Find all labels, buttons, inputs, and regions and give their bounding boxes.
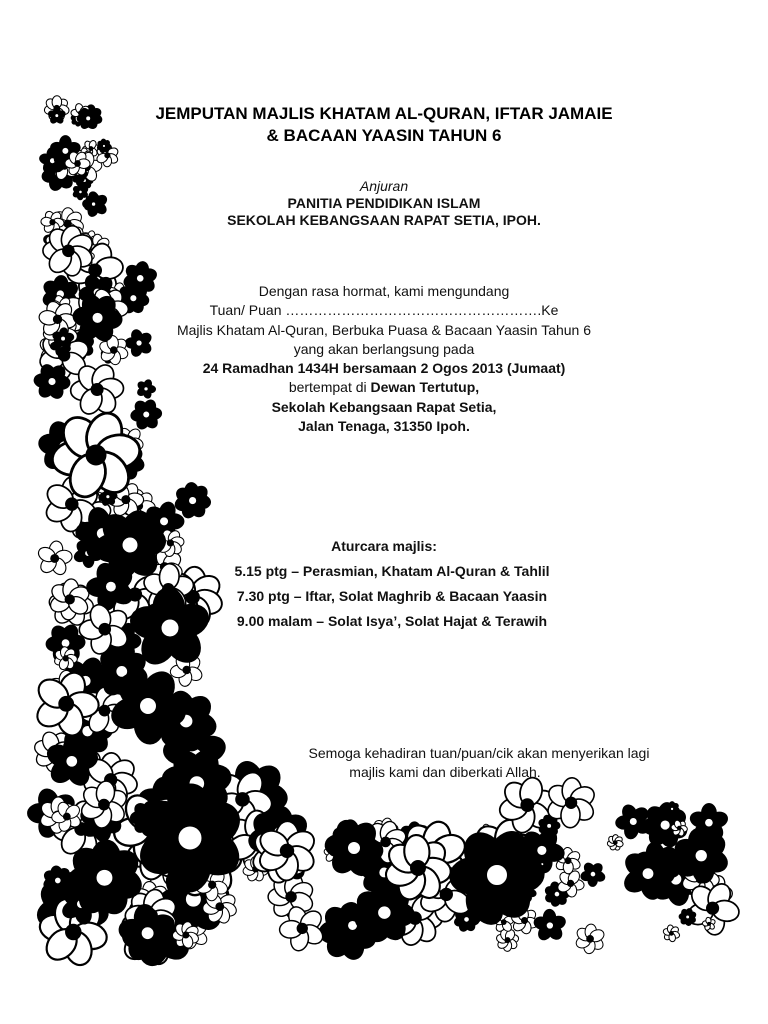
flower-icon <box>615 803 652 840</box>
invitation-title-line-1: JEMPUTAN MAJLIS KHATAM AL-QURAN, IFTAR JAMAIE <box>155 104 613 123</box>
flower-icon <box>662 924 680 942</box>
venue-school: Sekolah Kebangsaan Rapat Setia, <box>271 399 497 415</box>
organizer-school: SEKOLAH KEBANGSAAN RAPAT SETIA, IPOH. <box>227 212 541 228</box>
organizer-label: Anjuran <box>359 178 409 194</box>
programme-heading: Aturcara majlis: <box>331 538 437 554</box>
venue-address: Jalan Tenaga, 31350 Ipoh. <box>298 418 470 434</box>
closing-line-1: Semoga kehadiran tuan/puan/cik akan menyerikan lagi <box>308 745 650 761</box>
flower-icon <box>607 834 624 851</box>
flower-icon <box>533 909 567 942</box>
venue-line <box>0 378 768 397</box>
programme-item: 7.30 ptg – Iftar, Solat Maghrib & Bacaan Yaasin <box>236 588 548 604</box>
venue-prefix: bertempat di <box>288 379 371 395</box>
closing-line-2: majlis kami dan diberkati Allah. <box>349 764 541 780</box>
venue-name: Dewan Tertutup, <box>370 379 480 395</box>
flower-icon <box>173 482 211 520</box>
programme-item: 5.15 ptg – Perasmian, Khatam Al-Quran & Tahlil <box>234 563 550 579</box>
invitation-title-line-2: & BACAAN YAASIN TAHUN 6 <box>266 126 502 145</box>
flower-icon <box>574 924 606 955</box>
event-name-line: Majlis Khatam Al-Quran, Berbuka Puasa & Bacaan Yaasin Tahun 6 <box>176 322 592 338</box>
organizer-name: PANITIA PENDIDIKAN ISLAM <box>287 195 481 211</box>
programme-item: 9.00 malam – Solat Isya’, Solat Hajat & Terawih <box>236 613 548 629</box>
guest-name-line: Tuan/ Puan ……………………………………………….Ke <box>209 302 559 318</box>
greeting-line: Dengan rasa hormat, kami mengundang <box>258 283 510 299</box>
event-date: 24 Ramadhan 1434H bersamaan 2 Ogos 2013 (Jumaat) <box>202 360 566 376</box>
event-intro-line: yang akan berlangsung pada <box>293 341 475 357</box>
